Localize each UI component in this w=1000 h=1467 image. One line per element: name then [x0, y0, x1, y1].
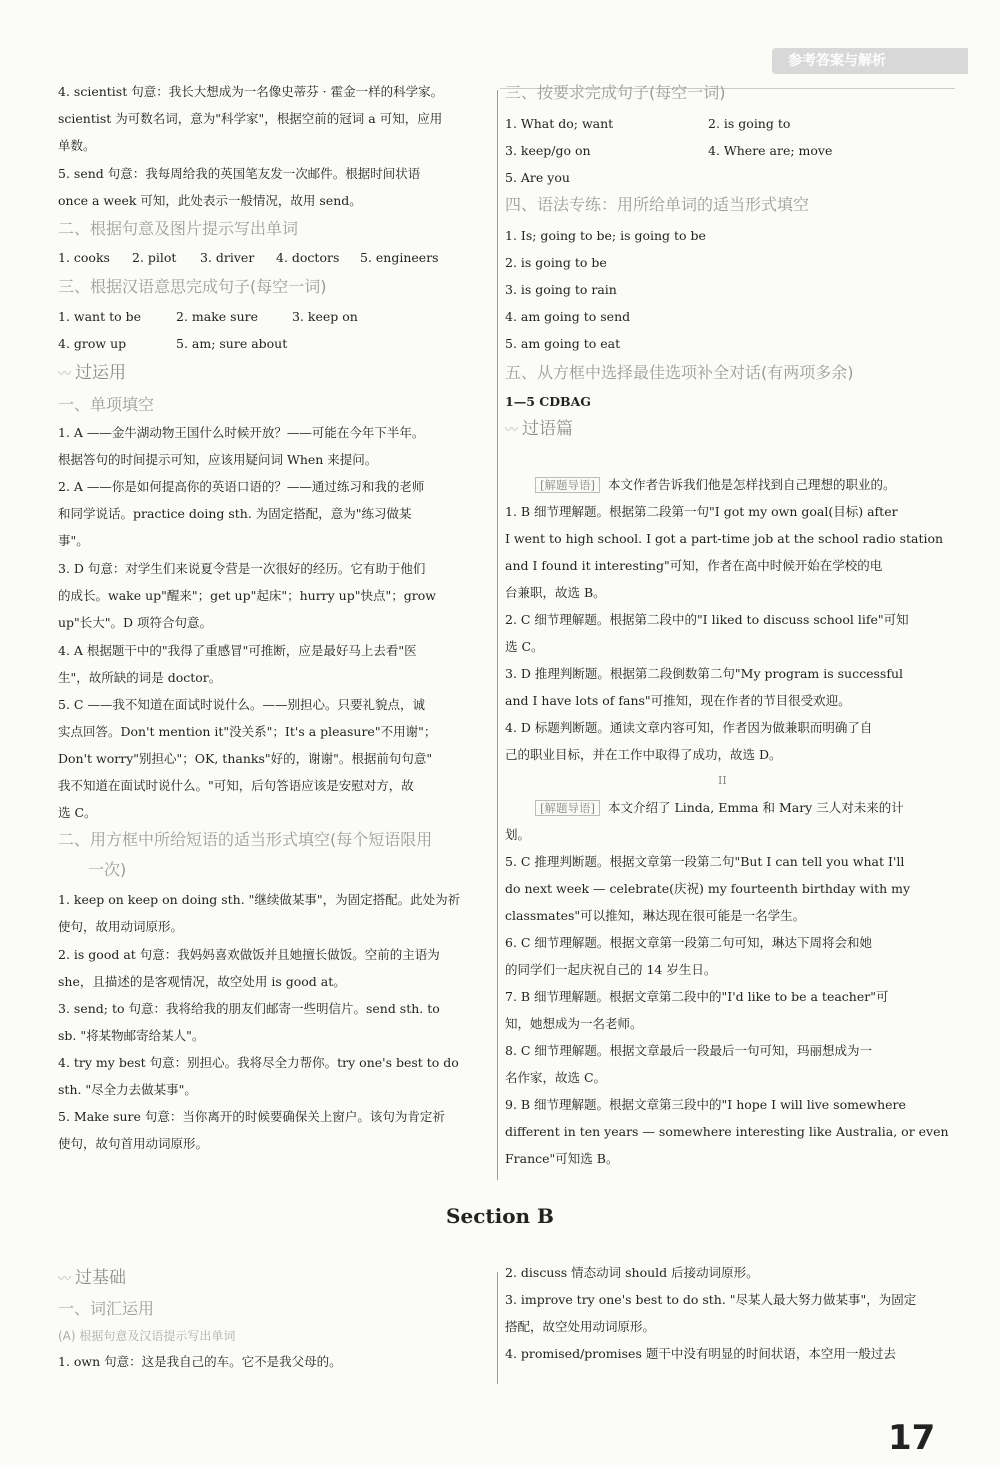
header-section-tab: 参考答案与解析 — [772, 48, 968, 74]
heading-word-writing: 二、根据句意及图片提示写出单词 — [58, 219, 299, 238]
answer-line: classmates"可以推知，琳达现在很可能是一名学生。 — [505, 908, 806, 923]
answer-line: and I have lots of fans"可推知，现在作者的节目很受欢迎。 — [505, 693, 851, 708]
answer-line: 使句，故用动词原形。 — [58, 919, 184, 934]
answer-line: 2. is good at 句意：我妈妈喜欢做饭并且她擅长做饭。空前的主语为 — [58, 947, 440, 962]
heading-phrase-fill-cont: 一次) — [88, 860, 127, 879]
answer-line: 单数。 — [58, 138, 96, 153]
column-divider — [497, 90, 498, 1180]
section-label: 过语篇 — [522, 419, 574, 439]
answer-line: 4. try my best 句意：别担心。我将尽全力帮你。try one's best to do — [58, 1055, 459, 1070]
answer-line: 事"。 — [58, 533, 89, 548]
answer-line: 5. C ——我不知道在面试时说什么。——别担心。只要礼貌点，诚 — [58, 697, 425, 712]
subheading-vocab-a: (A) 根据句意及汉语提示写出单词 — [58, 1329, 236, 1343]
heading-grammar: 四、语法专练：用所给单词的适当形式填空 — [505, 195, 810, 214]
answer-item: 3. is going to rain — [505, 282, 617, 297]
answer-item: 3. keep/go on — [505, 143, 591, 158]
heading-sentence-completion: 三、根据汉语意思完成句子(每空一词) — [58, 277, 327, 296]
answer-line: and I found it interesting"可知，作者在高中时候开始在学校的电 — [505, 558, 883, 573]
answer-item: 5. am; sure about — [176, 336, 288, 351]
answer-line: 1. own 句意：这是我自己的车。它不是我父母的。 — [58, 1354, 342, 1369]
answer-line: 4. promised/promises 题干中没有明显的时间状语，本空用一般过去 — [505, 1346, 896, 1361]
answer-line: 根据答句的时间提示可知，应该用疑问词 When 来提问。 — [58, 452, 378, 467]
answer-item: 4. grow up — [58, 336, 127, 351]
answer-line: 搭配，故空处用动词原形。 — [505, 1319, 656, 1334]
answer-line: 5. Make sure 句意：当你离开的时候要确保关上窗户。该句为肯定祈 — [58, 1109, 445, 1124]
section-label: 过基础 — [75, 1268, 127, 1288]
answer-line: 知，她想成为一名老师。 — [505, 1016, 643, 1031]
answer-line: 4. scientist 句意：我长大想成为一名像史蒂芬 · 霍金一样的科学家。 — [58, 84, 444, 99]
wave-decoration-icon: 〰 — [58, 1272, 70, 1287]
answer-item: 4. Where are; move — [708, 143, 833, 158]
answer-item: 1. Is; going to be; is going to be — [505, 228, 706, 243]
wave-decoration-icon: 〰 — [505, 423, 517, 438]
answer-line: 生"，故所缺的词是 doctor。 — [58, 670, 222, 685]
answer-line: 1. B 细节理解题。根据第二段第一句"I got my own goal(目标) after — [505, 504, 898, 519]
column-divider-bottom — [497, 1272, 498, 1384]
answer-line: 5. C 推理判断题。根据文章第一段第二句"But I can tell you what I'll — [505, 854, 905, 869]
answer-line: 3. D 句意：对学生们来说夏令营是一次很好的经历。它有助于他们 — [58, 561, 426, 576]
wave-decoration-icon: 〰 — [58, 367, 70, 382]
answer-line: Don't worry"别担心"；OK, thanks"好的，谢谢"。根据前句句意" — [58, 751, 433, 766]
answer-item: 1. What do; want — [505, 116, 614, 131]
answer-item: 2. pilot — [132, 250, 177, 265]
answer-line: 6. C 细节理解题。根据文章第一段第二句可知，琳达下周将会和她 — [505, 935, 872, 950]
answer-item: 1—5 CDBAG — [505, 394, 591, 409]
answer-item: 2. make sure — [176, 309, 258, 324]
answer-item: 5. Are you — [505, 170, 570, 185]
answer-line: 选 C。 — [58, 805, 97, 820]
answer-line: 己的职业目标，并在工作中取得了成功，故选 D。 — [505, 747, 782, 762]
answer-line: 4. A 根据题干中的"我得了重感冒"可推断，应是最好马上去看"医 — [58, 643, 417, 658]
guide-line-cont: 划。 — [505, 827, 531, 842]
guide-tag: [解题导语] — [535, 477, 600, 493]
page-number: 17 — [888, 1418, 936, 1458]
answer-line: 使句，故句首用动词原形。 — [58, 1136, 209, 1151]
answer-line: 的同学们一起庆祝自己的 14 岁生日。 — [505, 962, 717, 977]
answer-item: 3. keep on — [292, 309, 358, 324]
guide-line — [535, 798, 904, 818]
answer-line: 5. send 句意：我每周给我的英国笔友发一次邮件。根据时间状语 — [58, 166, 421, 181]
answer-line: sth. "尽全力去做某事"。 — [58, 1082, 197, 1097]
answer-item: 1. want to be — [58, 309, 142, 324]
answer-line: 2. discuss 情态动词 should 后接动词原形。 — [505, 1265, 759, 1280]
answer-line: do next week — celebrate(庆祝) my fourteenth birthday with my — [505, 881, 911, 896]
section-basic — [58, 1267, 126, 1291]
heading-dialogue: 五、从方框中选择最佳选项补全对话(有两项多余) — [505, 363, 854, 382]
answer-line: 选 C。 — [505, 639, 544, 654]
heading-complete-sentences: 三、按要求完成句子(每空一词) — [505, 83, 726, 102]
answer-item: 5. am going to eat — [505, 336, 621, 351]
heading-single-choice: 一、单项填空 — [58, 395, 155, 414]
answer-line: 台兼职，故选 B。 — [505, 585, 606, 600]
answer-line: 1. keep on keep on doing sth. "继续做某事"，为固定搭配。此处为祈 — [58, 892, 461, 907]
answer-line: 和同学说话。practice doing sth. 为固定搭配，意为"练习做某 — [58, 506, 412, 521]
answer-line: 3. D 推理判断题。根据第二段倒数第二句"My program is successful — [505, 666, 903, 681]
guide-tag: [解题导语] — [535, 800, 600, 816]
section-use — [58, 362, 126, 386]
answer-line: 3. improve try one's best to do sth. "尽某人最大努力做某事"，为固定 — [505, 1292, 917, 1307]
answer-line: 的成长。wake up"醒来"；get up"起床"；hurry up"快点"；grow — [58, 588, 436, 603]
answer-line: scientist 为可数名词，意为"科学家"，根据空前的冠词 a 可知，应用 — [58, 111, 443, 126]
answer-item: 5. engineers — [360, 250, 439, 265]
answer-line: 我不知道在面试时说什么。"可知，后句答语应该是安慰对方，故 — [58, 778, 414, 793]
guide-text: 本文作者告诉我们他是怎样找到自己理想的职业的。 — [607, 477, 896, 492]
answer-line: 2. A ——你是如何提高你的英语口语的？——通过练习和我的老师 — [58, 479, 425, 494]
answer-item: 1. cooks — [58, 250, 110, 265]
answer-line: 名作家，故选 C。 — [505, 1070, 607, 1085]
answer-line: 8. C 细节理解题。根据文章最后一段最后一句可知，玛丽想成为一 — [505, 1043, 872, 1058]
guide-line — [535, 475, 896, 495]
answer-line: 3. send; to 句意：我将给我的朋友们邮寄一些明信片。send sth. to — [58, 1001, 440, 1016]
answer-line: 4. D 标题判断题。通读文章内容可知，作者因为做兼职而明确了自 — [505, 720, 873, 735]
answer-line: 2. C 细节理解题。根据第二段中的"I liked to discuss school life"可知 — [505, 612, 909, 627]
answer-item: 2. is going to — [708, 116, 791, 131]
answer-line: she，且描述的是客观情况，故空处用 is good at。 — [58, 974, 346, 989]
answer-line: sb. "将某物邮寄给某人"。 — [58, 1028, 205, 1043]
answer-item: 4. am going to send — [505, 309, 631, 324]
answer-line: once a week 可知，此处表示一般情况，故用 send。 — [58, 193, 362, 208]
section-title: Section B — [446, 1204, 554, 1228]
heading-phrase-fill: 二、用方框中所给短语的适当形式填空(每个短语限用 — [58, 830, 433, 849]
answer-line: 1. A ——金牛湖动物王国什么时候开放？——可能在今年下半年。 — [58, 425, 425, 440]
answer-item: 3. driver — [200, 250, 255, 265]
section-reading — [505, 418, 573, 442]
answer-item: 2. is going to be — [505, 255, 607, 270]
answer-line: 实点回答。Don't mention it"没关系"；It's a pleasure"不用谢"； — [58, 724, 437, 739]
guide-text: 本文介绍了 Linda, Emma 和 Mary 三人对未来的计 — [607, 800, 904, 815]
answer-line: 7. B 细节理解题。根据文章第二段中的"I'd like to be a teacher"可 — [505, 989, 889, 1004]
answer-line: I went to high school. I got a part-time job at the school radio station — [505, 531, 944, 546]
answer-line: France"可知选 B。 — [505, 1151, 619, 1166]
answer-line: different in ten years — somewhere interesting like Australia, or even — [505, 1124, 949, 1139]
answer-line: 9. B 细节理解题。根据文章第三段中的"I hope I will live somewhere — [505, 1097, 906, 1112]
passage-number: II — [718, 774, 727, 787]
answer-line: up"长大"。D 项符合句意。 — [58, 615, 213, 630]
answer-item: 4. doctors — [276, 250, 340, 265]
section-label: 过运用 — [75, 363, 127, 383]
heading-vocab: 一、词汇运用 — [58, 1299, 155, 1318]
